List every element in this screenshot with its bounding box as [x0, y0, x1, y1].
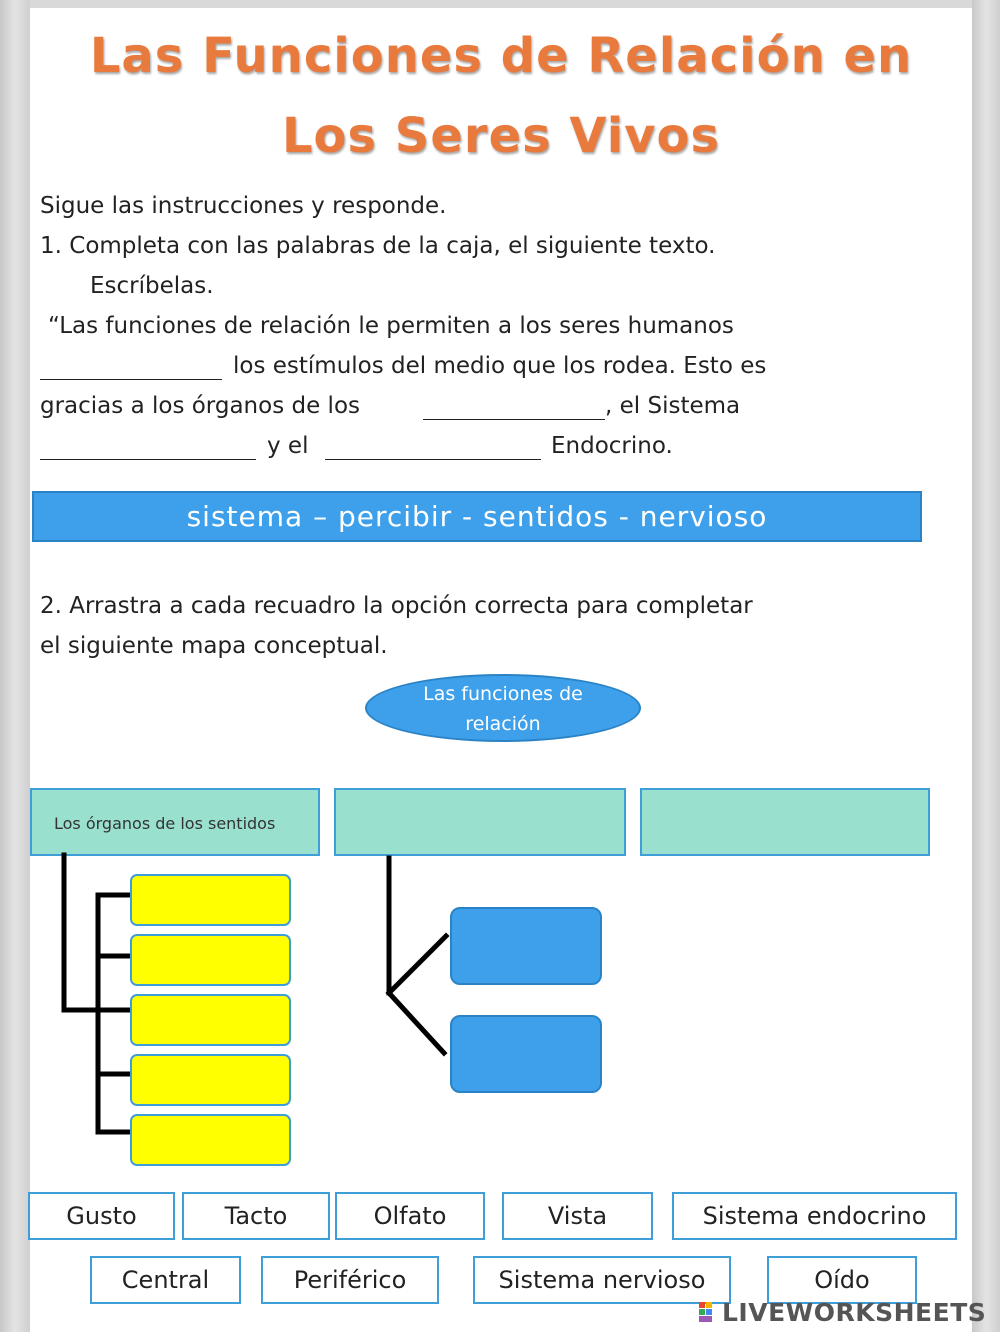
branch-label-senses: Los órganos de los sentidos: [54, 814, 276, 833]
question-2-line-1: 2. Arrastra a cada recuadro la opción correcta para completar: [40, 593, 753, 619]
option-olfato[interactable]: Olfato: [335, 1192, 485, 1240]
paragraph-line-4a: y el: [267, 433, 309, 459]
background-right: [972, 0, 1000, 1332]
drop-box-sense-3[interactable]: [130, 994, 291, 1046]
option-sistema-endocrino[interactable]: Sistema endocrino: [672, 1192, 957, 1240]
option-central[interactable]: Central: [90, 1256, 241, 1304]
paragraph-line-1: “Las funciones de relación le permiten a los seres humanos: [48, 313, 734, 339]
liveworksheets-watermark: LIVEWORKSHEETS: [722, 1298, 987, 1327]
option-sistema-nervioso[interactable]: Sistema nervioso: [473, 1256, 731, 1304]
question-1-line-1: 1. Completa con las palabras de la caja, el siguiente texto.: [40, 233, 716, 259]
option-periferico[interactable]: Periférico: [261, 1256, 439, 1304]
intro-text: Sigue las instrucciones y responde.: [40, 193, 447, 219]
option-gusto[interactable]: Gusto: [28, 1192, 175, 1240]
paragraph-line-2: los estímulos del medio que los rodea. Esto es: [233, 353, 767, 379]
drop-box-sense-1[interactable]: [130, 874, 291, 926]
option-oido[interactable]: Oído: [767, 1256, 917, 1304]
paragraph-line-3b: , el Sistema: [605, 393, 741, 419]
root-label-line-2: relación: [465, 713, 541, 735]
option-tacto[interactable]: Tacto: [182, 1192, 330, 1240]
drop-box-sense-2[interactable]: [130, 934, 291, 986]
title-line-2: Los Seres Vivos: [281, 108, 721, 164]
drop-box-nervous-1[interactable]: [450, 907, 602, 985]
option-vista[interactable]: Vista: [502, 1192, 653, 1240]
liveworksheets-logo-icon: [698, 1300, 720, 1324]
question-2-line-2: el siguiente mapa conceptual.: [40, 633, 388, 659]
drop-box-nervous-2[interactable]: [450, 1015, 602, 1093]
title-line-1: Las Funciones de Relación en: [89, 28, 913, 84]
paragraph-line-4b: Endocrino.: [551, 433, 673, 459]
question-1-line-2: Escríbelas.: [90, 273, 214, 299]
worksheet-page: [30, 8, 972, 1332]
paragraph-line-3a: gracias a los órganos de los: [40, 393, 361, 419]
drop-box-sense-5[interactable]: [130, 1114, 291, 1166]
root-label-line-1: Las funciones de: [423, 683, 583, 705]
word-bank: sistema – percibir - sentidos - nervioso: [32, 491, 922, 542]
drop-box-sense-4[interactable]: [130, 1054, 291, 1106]
background-left: [0, 0, 30, 1332]
